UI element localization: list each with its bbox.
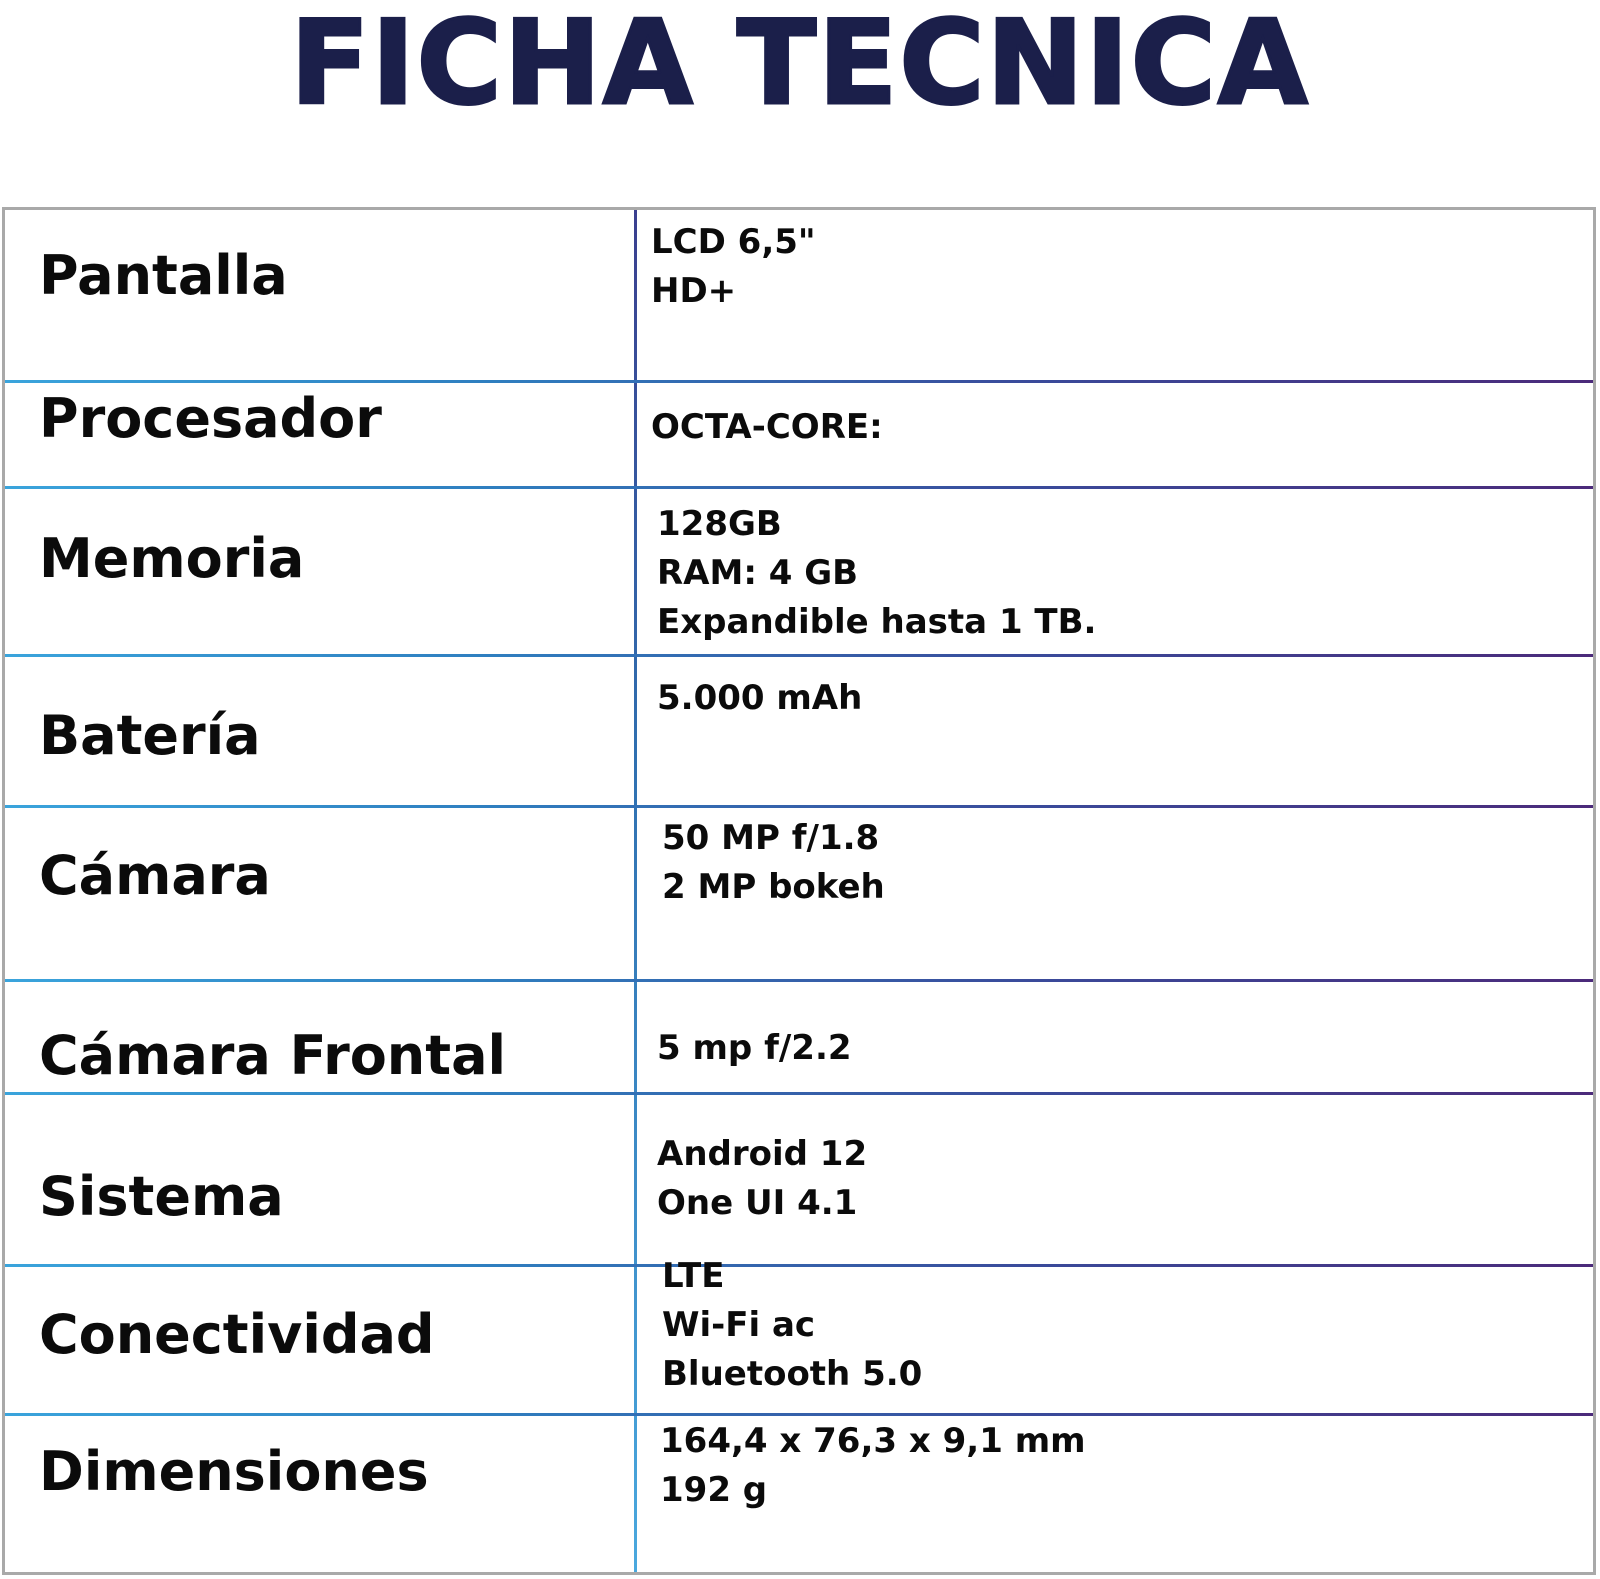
column-divider [634, 210, 637, 1572]
spec-value-line: LTE [662, 1256, 725, 1296]
spec-value-line: Bluetooth 5.0 [662, 1354, 923, 1394]
spec-value-line: One UI 4.1 [657, 1183, 858, 1223]
spec-label: Sistema [39, 1165, 284, 1228]
row-divider [5, 654, 1593, 657]
spec-value-line: 192 g [660, 1470, 768, 1510]
row-divider [5, 979, 1593, 982]
spec-value-line: 164,4 x 76,3 x 9,1 mm [660, 1421, 1086, 1461]
page-title: FICHA TECNICA [290, 0, 1310, 131]
row-divider [5, 805, 1593, 808]
spec-value [657, 500, 1096, 647]
spec-value [660, 1417, 1086, 1515]
spec-value-line: 128GB [657, 504, 782, 544]
spec-value [657, 1130, 867, 1228]
spec-value-line: Android 12 [657, 1134, 868, 1174]
spec-value [651, 218, 816, 316]
spec-value-line: OCTA-CORE: [651, 407, 883, 447]
row-divider [5, 1413, 1593, 1416]
row-divider [5, 380, 1593, 383]
spec-label: Batería [39, 704, 261, 767]
spec-value-line: 50 MP f/1.8 [662, 818, 880, 858]
spec-value-line: RAM: 4 GB [657, 553, 859, 593]
spec-value-line: LCD 6,5" [651, 222, 816, 262]
spec-label: Dimensiones [39, 1440, 429, 1503]
spec-label: Conectividad [39, 1303, 435, 1366]
spec-value-line: 5 mp f/2.2 [657, 1028, 852, 1068]
spec-value [657, 674, 862, 723]
spec-value-line: HD+ [651, 271, 737, 311]
spec-value-line: Wi-Fi ac [662, 1305, 816, 1345]
spec-value [657, 1024, 852, 1073]
spec-value [662, 1252, 922, 1399]
spec-value-line: Expandible hasta 1 TB. [657, 602, 1097, 642]
spec-label: Procesador [39, 387, 382, 450]
spec-label: Pantalla [39, 244, 288, 307]
spec-label: Cámara [39, 844, 271, 907]
row-divider [5, 1092, 1593, 1095]
spec-value [662, 814, 885, 912]
spec-table [2, 207, 1596, 1575]
spec-label: Memoria [39, 527, 305, 590]
spec-value-line: 2 MP bokeh [662, 867, 885, 907]
spec-value-line: 5.000 mAh [657, 678, 863, 718]
spec-label: Cámara Frontal [39, 1024, 507, 1087]
spec-value [651, 403, 883, 452]
row-divider [5, 486, 1593, 489]
